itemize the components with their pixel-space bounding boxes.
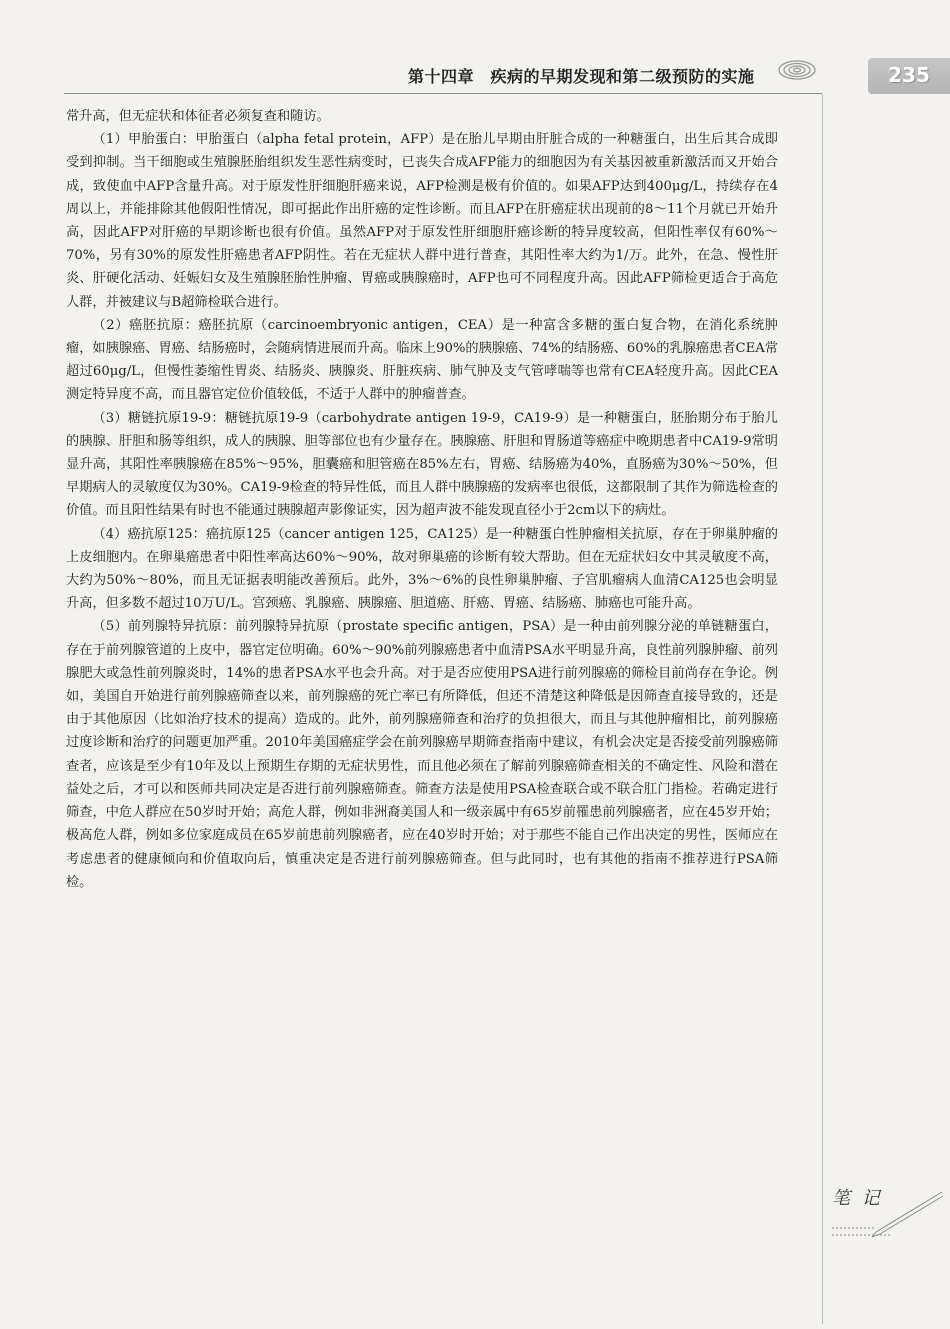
paragraph-ca125: （4）癌抗原125：癌抗原125（cancer antigen 125，CA125）是一种糖蛋白性肿瘤相关抗原，存在于卵巢肿瘤的上皮细胞内。在卵巢癌患者中阳性率高达60%～90%，故对卵巢癌的诊断有较大帮助。但在无症状妇女中其灵敏度不高，大约为50%～80%，而且无证据表明能改善预后。此外，3%～6%的良性卵巢肿瘤、子宫肌瘤病人血清CA125也会明显升高，但多数不超过10万U/L。宫颈癌、乳腺癌、胰腺癌、胆道癌、肝癌、胃癌、结肠癌、肺癌也可能升高。 [66, 526, 778, 612]
swirl-icon [776, 48, 818, 90]
page-header [0, 0, 950, 100]
paragraph-psa: （5）前列腺特异抗原：前列腺特异抗原（prostate specific antigen，PSA）是一种由前列腺分泌的单链糖蛋白，存在于前列腺管道的上皮中，器官定位明确。60%～90%前列腺癌患者中血清PSA水平明显升高，良性前列腺肿瘤、前列腺肥大或急性前列腺炎时，14%的患者PSA水平也会升高。对于是否应使用PSA进行前列腺癌的筛检目前尚存在争论。例如，美国自开始进行前列腺癌筛查以来，前列腺癌的死亡率已有所降低，但还不清楚这种降低是因筛查直接导致的，还是由于其他原因（比如治疗技术的提高）造成的。此外，前列腺癌筛查和治疗的负担很大，而且与其他肿瘤相比，前列腺癌过度诊断和治疗的问题更加严重。2010年美国癌症学会在前列腺癌早期筛查指南中建议，有机会决定是否接受前列腺癌筛查者，应该是至少有10年及以上预期生存期的无症状男性，而且他必须在了解前列腺癌筛查相关的不确定性、风险和潜在益处之后，才可以和医师共同决定是否进行前列腺癌筛查。筛查方法是使用PSA检查联合或不联合肛门指检。若确定进行筛查，中危人群应在50岁时开始；高危人群，例如非洲裔美国人和一级亲属中有65岁前罹患前列腺癌者，应在45岁开始；极高危人群，例如多位家庭成员在65岁前患前列腺癌者，应在40岁时开始；对于那些不能自己作出决定的男性，医师应在考虑患者的健康倾向和价值取向后，慎重决定是否进行前列腺癌筛查。但与此同时，也有其他的指南不推荐进行PSA筛检。 [66, 619, 778, 890]
paragraph-ca19-9: （3）糖链抗原19-9：糖链抗原19-9（carbohydrate antigen 19-9，CA19-9）是一种糖蛋白，胚胎期分布于胎儿的胰腺、肝胆和肠等组织，成人的胰腺、胆等部位也有少量存在。胰腺癌、肝胆和胃肠道等癌症中晚期患者中CA19-9常明显升高，其阳性率胰腺癌在85%～95%，胆囊癌和胆管癌在85%左右，胃癌、结肠癌为40%，直肠癌为30%～50%，但早期病人的灵敏度仅为30%。CA19-9检查的特异性低，而且人群中胰腺癌的发病率也很低，这都限制了其作为筛选检查的价值。而且阳性结果有时也不能通过胰腺超声影像证实，因为超声波不能发现直径小于2cm以下的病灶。 [66, 410, 778, 519]
paragraph-afp: （1）甲胎蛋白：甲胎蛋白（alpha fetal protein，AFP）是在胎儿早期由肝脏合成的一种糖蛋白，出生后其合成即受到抑制。当干细胞或生殖腺胚胎组织发生恶性病变时，已丧失合成AFP能力的细胞因为有关基因被重新激活而又开始合成，致使血中AFP含量升高。对于原发性肝细胞肝癌来说，AFP检测是极有价值的。如果AFP达到400μg/L，持续存在4周以上，并能排除其他假阳性情况，即可据此作出肝癌的定性诊断。而且AFP在肝癌症状出现前的8～11个月就已开始升高，因此AFP对肝癌的早期诊断也很有价值。虽然AFP对于原发性肝细胞肝癌诊断的特异度较高，但阳性率仅有60%～70%，另有30%的原发性肝癌患者AFP阴性。若在无症状人群中进行普查，其阳性率大约为1/万。此外，在急、慢性肝炎、肝硬化活动、妊娠妇女及生殖腺胚胎性肿瘤、胃癌或胰腺癌时，AFP也可不同程度升高。因此AFP筛检更适合于高危人群，并被建议与B超筛检联合进行。 [66, 132, 778, 310]
notes-label: 笔 记 [832, 1188, 883, 1209]
paragraph-cea: （2）癌胚抗原：癌胚抗原（carcinoembryonic antigen，CEA）是一种富含多糖的蛋白复合物，在消化系统肿瘤，如胰腺癌、胃癌、结肠癌时，会随病情进展而升高。临床上90%的胰腺癌、74%的结肠癌、60%的乳腺癌患者CEA常超过60μg/L，但慢性萎缩性胃炎、结肠炎、胰腺炎、肝脏疾病、肺气肿及支气管哮喘等也常有CEA轻度升高。因此CEA测定特异度不高，而且器官定位价值较低，不适于人群中的肿瘤普查。 [66, 317, 778, 403]
body-text [66, 105, 778, 894]
page-number: 235 [888, 63, 930, 87]
margin-divider [822, 94, 823, 1324]
notes-margin [826, 1178, 946, 1258]
chapter-title: 第十四章 疾病的早期发现和第二级预防的实施 [408, 67, 755, 86]
header-divider [64, 93, 822, 94]
page-number-tab [868, 58, 950, 94]
continuation-paragraph: 常升高，但无症状和体征者必须复查和随访。 [66, 109, 330, 124]
